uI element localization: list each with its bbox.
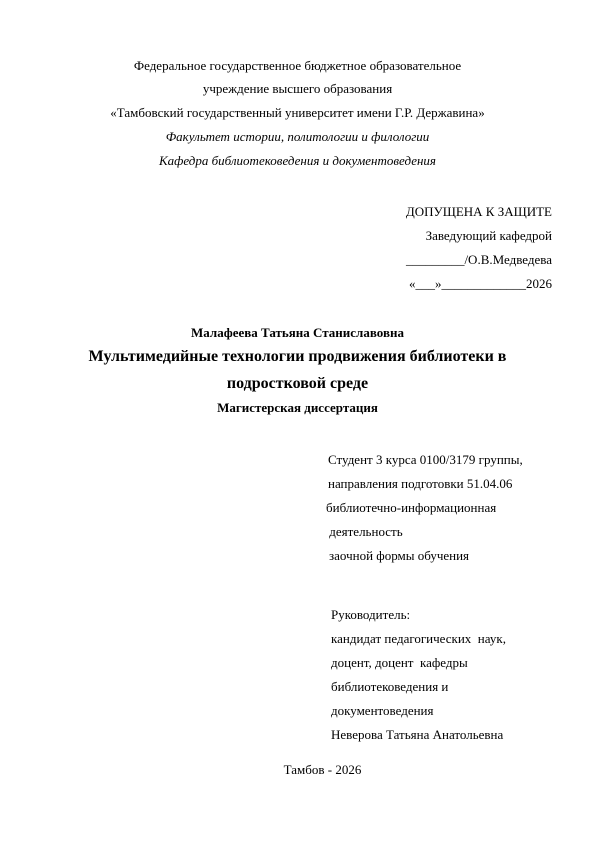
supervisor-position: доцент, доцент кафедры [331, 655, 468, 670]
institution-line-1: Федеральное государственное бюджетное образовательное [133, 58, 462, 73]
supervisor-degree: кандидат педагогических наук, [331, 631, 506, 646]
department-name: Кафедра библиотековедения и документоведения [159, 153, 436, 168]
institution-line-2: учреждение высшего образования [202, 81, 393, 96]
student-line-1: Студент 3 курса 0100/3179 группы, [328, 452, 523, 467]
thesis-title-line-2: подростковой среде [226, 375, 369, 392]
approval-title: ДОПУЩЕНА К ЗАЩИТЕ [405, 204, 552, 219]
student-line-4: деятельность [326, 524, 403, 539]
approval-head: Заведующий кафедрой [425, 228, 552, 243]
supervisor-label: Руководитель: [331, 607, 411, 622]
thesis-type: Магистерская диссертация [217, 400, 378, 415]
author-name: Малафеева Татьяна Станиславовна [191, 325, 404, 340]
student-line-5: заочной формы обучения [329, 548, 470, 563]
student-line-2: направления подготовки 51.04.06 [328, 476, 513, 491]
approval-date: «___»_____________2026 [409, 276, 552, 291]
place-and-year: Тамбов - 2026 [283, 762, 362, 777]
supervisor-department-2: документоведения [331, 703, 434, 718]
faculty-name: Факультет истории, политологии и филологии [165, 129, 430, 144]
approval-signature: _________/О.В.Медведева [405, 252, 552, 267]
university-name: «Тамбовский государственный университет имени Г.Р. Державина» [110, 105, 485, 120]
student-line-3: библиотечно-информационная [326, 500, 497, 515]
supervisor-name: Неверова Татьяна Анатольевна [331, 727, 504, 742]
supervisor-department-1: библиотековедения и [331, 679, 449, 694]
thesis-title-line-1: Мультимедийные технологии продвижения библиотеки в [88, 348, 507, 365]
